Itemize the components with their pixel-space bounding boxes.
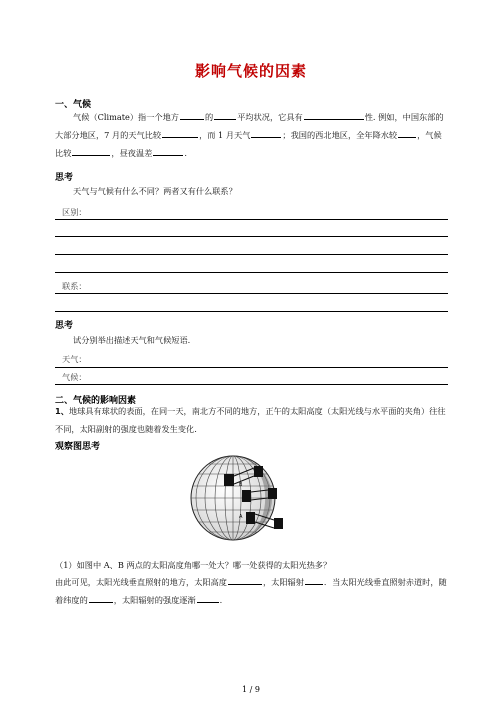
think-heading-1: 思考 (55, 173, 74, 183)
answer-line[interactable] (55, 272, 448, 273)
text: ，气候比较 (55, 130, 442, 158)
answer-line[interactable] (55, 236, 448, 237)
text: ，而 1 月天气 (199, 130, 251, 140)
fill-blank[interactable] (305, 575, 323, 585)
question-1-answer (55, 573, 450, 609)
section-heading-factors: 二、气候的影响因素 (55, 396, 137, 406)
think-question-2: 试分别举出描述天气和气候短语. (73, 335, 191, 345)
point-a-label: A (239, 514, 243, 520)
text: 气候（Climate）指一个地方 (73, 112, 179, 122)
fill-blank[interactable] (228, 575, 262, 585)
fill-blank[interactable] (251, 128, 281, 138)
think-question-1: 天气与气候有什么不同？两者又有什么联系？ (73, 186, 237, 196)
answer-line[interactable] (55, 293, 448, 294)
fill-blank[interactable] (89, 593, 113, 603)
fill-blank[interactable] (197, 593, 219, 603)
text: 的 (204, 112, 214, 122)
answer-line[interactable] (55, 219, 448, 220)
text: 由此可见，太阳光线垂直照射的地方，太阳高度 (55, 577, 227, 587)
text: ，太阳辐射 (262, 577, 304, 587)
text: ，昼夜温差 (111, 148, 153, 158)
page-number: 1 / 9 (242, 685, 260, 694)
text: 平均状况，它具有 (237, 112, 303, 122)
climate-definition-paragraph (55, 108, 448, 162)
sun-angle-globe-figure (188, 448, 293, 548)
connection-label: 联系： (62, 281, 87, 291)
answer-line[interactable] (55, 384, 448, 385)
fill-blank[interactable] (162, 128, 198, 138)
text: ，太阳辐射的强度逐渐 (113, 595, 196, 605)
text: ；我国的西北 (282, 130, 332, 140)
text: . (219, 595, 223, 605)
answer-line[interactable] (55, 367, 448, 368)
page-title: 影响气候的因素 (194, 62, 307, 80)
fill-blank[interactable] (398, 128, 416, 138)
point-b-label: B (239, 482, 243, 488)
question-1: （1）如图中 A、B 两点的太阳高度角哪一处大？哪一处获得的太阳光热多？ (55, 560, 332, 570)
text: 垂直照射赤道时，随着纬度的 (55, 577, 447, 605)
fill-blank[interactable] (72, 146, 110, 156)
climate-label: 气候： (62, 372, 87, 382)
section-heading-climate: 一、气候 (55, 100, 92, 110)
fill-blank[interactable] (180, 110, 204, 120)
answer-line[interactable] (55, 254, 448, 255)
weather-label: 天气： (62, 354, 87, 364)
text: . (184, 148, 187, 158)
factor-paragraph-1 (55, 402, 448, 438)
text: ．当太阳光线 (323, 577, 374, 587)
fill-blank[interactable] (214, 110, 236, 120)
answer-line[interactable] (55, 311, 448, 312)
difference-label: 区别： (62, 207, 87, 217)
item-number: 1、 (55, 406, 69, 416)
fill-blank[interactable] (304, 110, 364, 120)
text: 地球具有球状的表面，在同一天，南北方不同的地方，正午的太阳高度（太阳光线与水平面的夹角）往往不同，太阳副射的强度也随着发生变化. (55, 406, 446, 434)
text: 地区，全年降水较 (331, 130, 398, 140)
think-heading-2: 思考 (55, 321, 74, 331)
fill-blank[interactable] (153, 146, 183, 156)
observe-heading: 观察图思考 (55, 442, 101, 452)
text: 如，中国东部的大部分地区，7 月的天气比较 (55, 112, 444, 140)
text: 性. 例 (364, 112, 387, 122)
